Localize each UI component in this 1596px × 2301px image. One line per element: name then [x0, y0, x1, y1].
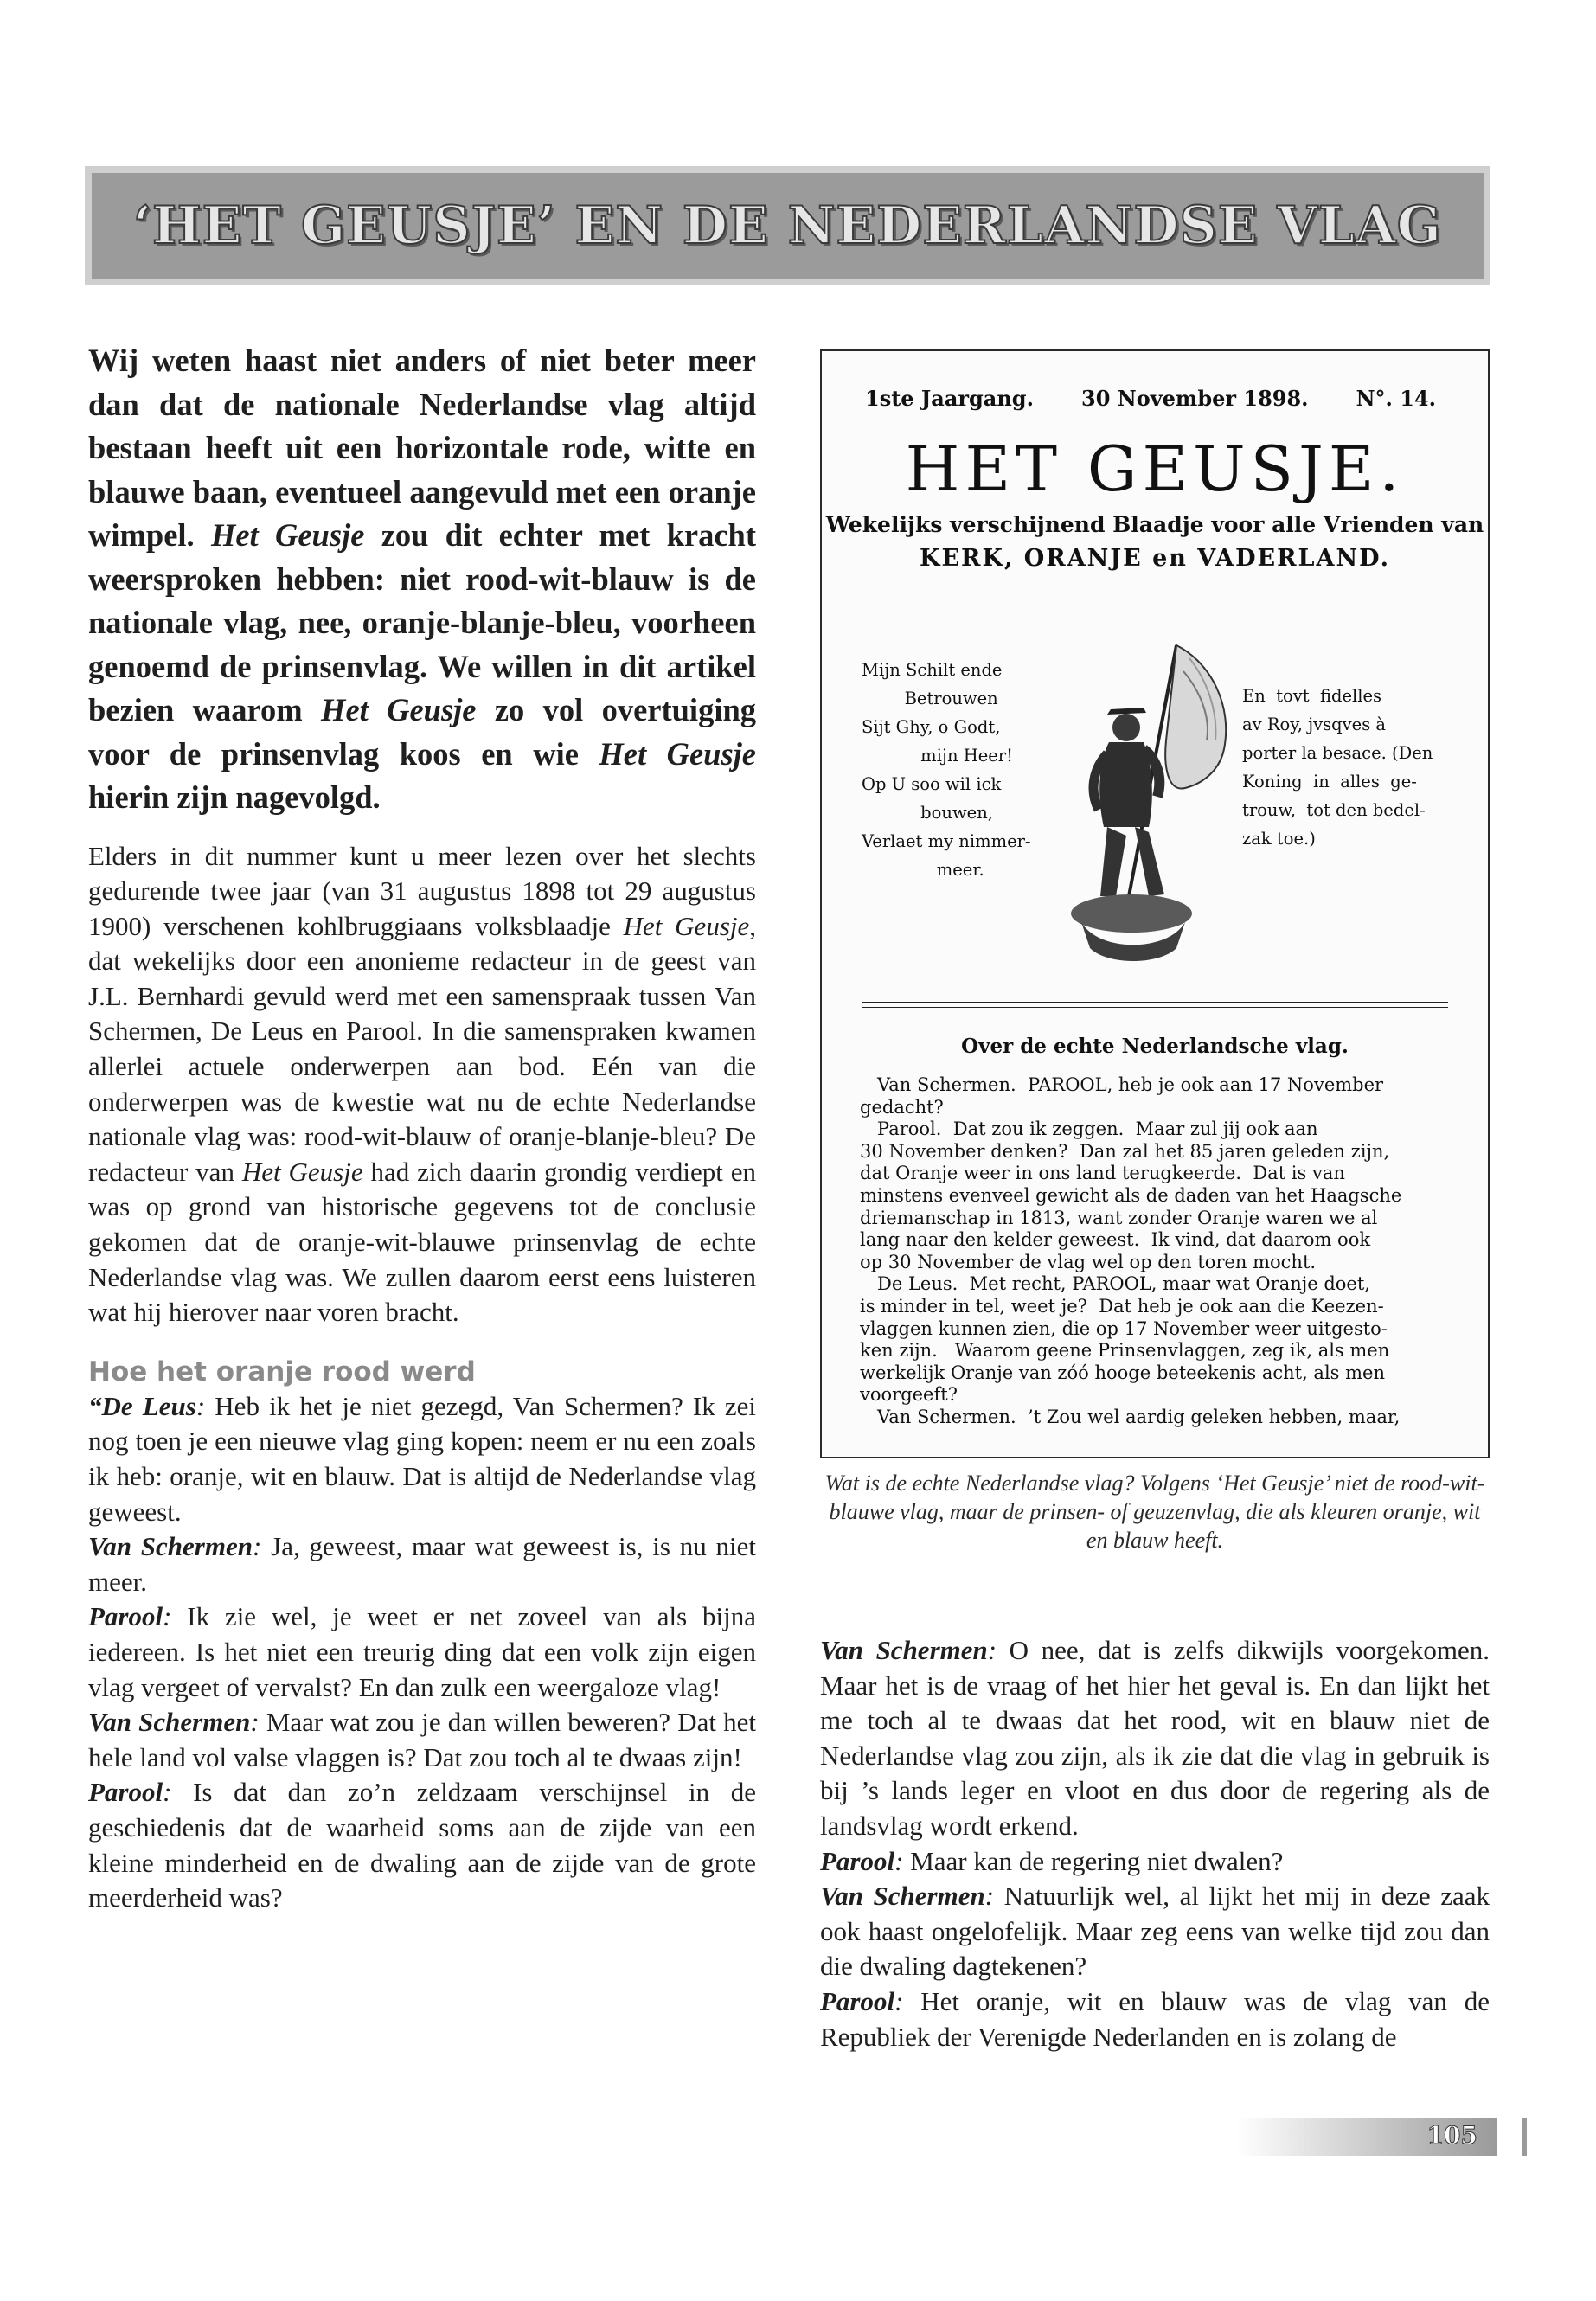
intro-paragraph: Wij weten haast niet anders of niet beter meer dan dat de nationale Nederlandse vlag altijd bestaan heeft uit een horizontale rode, witte en blauwe baan, eventueel aangevuld met een oranje wimpel. Het Geusje zou dit echter met kracht weersproken hebben: niet rood-wit-blauw is de nationale vlag, nee, oranje-blanje-bleu, voorheen genoemd de prinsenvlag. We willen in dit artikel bezien waarom Het Geusje zo vol overtuiging voor de prinsenvlag koos en wie Het Geusje hierin zijn nagevolgd. [88, 343, 757, 815]
dialog-line: Parool: Maar kan de regering niet dwalen? [820, 1845, 1284, 1876]
body-paragraph: Elders in dit nummer kunt u meer lezen over het slechts gedurende twee jaar (van 31 augustus 1898 tot 29 augustus 1900) verschenen kohlbruggiaans volksblaadje Het Geusje, dat wekelijks door een anonieme redacteur in de geest van J.L. Bernhardi gevuld werd met een samenspraak tussen Van Schermen, De Leus en Parool. In die samenspraken kwamen allerlei actuele onderwerpen aan bod. Eén van die onderwerpen was de kwestie wat nu de echte Nederlandse nationale vlag was: rood-wit-blauw of oranje-blanje-bleu? De redacteur van Het Geusje had zich daarin grondig verdiept en was op grond van historische gegevens tot de conclusie gekomen dat de oranje-wit-blauwe prinsenvlag de echte Nederlandse vlag was. We zullen daarom eerst eens luisteren wat hij hierover naar voren bracht. [88, 840, 757, 1328]
page-number: 105 [1426, 2121, 1477, 2150]
dialog-line: “De Leus: Heb ik het je niet gezegd, Van Schermen? Ik zei nog toen je een nieuwe vlag ging kopen: neem er nu een zoals ik heb: oranje, wit en blauw. Dat is altijd de Nederlandse vlag geweest. [88, 1390, 756, 1527]
dialog-line: Parool: Ik zie wel, je weet er net zoveel van als bijna iedereen. Is het niet een treurig ding dat een volk zijn eigen vlag vergeet of vervalst? En dan zulk een weergaloze vlag! [88, 1601, 756, 1702]
page-title: ‘HET GEUSJE’ EN DE NEDERLANDSE VLAG [133, 195, 1442, 256]
right-column [820, 1633, 1490, 2054]
facsimile-motto: KERK, ORANJE en VADERLAND. [920, 545, 1390, 572]
facsimile-subtitle: Wekelijks verschijnend Blaadje voor alle Vrienden van [825, 512, 1484, 537]
dialog-line: Van Schermen: Maar wat zou je dan willen beweren? Dat het hele land vol valse vlaggen is? Dat zou toch al te dwaas zijn! [88, 1707, 756, 1772]
dialog-line: Parool: Is dat dan zo’n zeldzaam verschijnsel in de geschiedenis dat de waarheid soms aan de zijde van een kleine minderheid en de dwaling aan de zijde van de grote meerderheid was? [88, 1777, 757, 1913]
newspaper-facsimile [820, 349, 1490, 1458]
facsimile-rule [862, 1007, 1448, 1008]
page-number-bar [1237, 2118, 1497, 2156]
speaker-name: Van Schermen [88, 1707, 251, 1738]
facsimile-title: HET GEUSJE. [905, 433, 1405, 505]
speaker-name: Parool [88, 1777, 163, 1808]
intro-emphasis: Het Geusje [210, 517, 365, 553]
facsimile-article-text: Van Schermen. PAROOL, heb je ook aan 17 November gedacht? Parool. Dat zou ik zeggen. Maar zul jij ook aan 30 November denken? Dan zal het 85 jaren geleden zijn, dat Oranje weer in ons land terugkeerde. Dat is van minstens evenveel gewicht als de daden van het Haagsche driemanschap in 1813, want zonder Oranje waren we al lang naar den kelder geweest. Ik vind, dat daarom ook op 30 November de vlag wel op den toren mocht. De Leus. Met recht, PAROOL, maar wat Oranje doet, is minder in tel, weet je? Dat heb je ook aan die Keezen- vlaggen kunnen zien, die op 17 November weer uitgesto- ken zijn. Waarom geene Prinsenvlaggen, zeg ik, als men werkelijk Oranje van zóó hooge beteekenis acht, als men voorgeeft? Van Schermen. ’t Zou wel aardig geleken hebben, maar, [860, 1074, 1402, 1427]
figure-caption: Wat is de echte Nederlandse vlag? Volgens ‘Het Geusje’ niet de rood-wit-blauwe vlag, maar de prinsen- of geuzenvlag, die als kleuren oranje, wit en blauw heeft. [824, 1471, 1485, 1553]
dialog-line: Van Schermen: Ja, geweest, maar wat geweest is, is nu niet meer. [88, 1531, 756, 1597]
intro-emphasis: Het Geusje [321, 692, 477, 727]
section-heading: Hoe het oranje rood werd [88, 1356, 476, 1388]
intro-emphasis: Het Geusje [599, 735, 757, 772]
dialog-line: Parool: Het oranje, wit en blauw was de vlag van de Republiek der Verenigde Nederlanden en is zolang de [820, 1985, 1490, 2052]
speaker-name: Van Schermen [88, 1531, 253, 1562]
facsimile-volume: 1ste Jaargang. [865, 386, 1034, 411]
facsimile-verse-left: Mijn Schilt ende Betrouwen Sijt Ghy, o Godt, mijn Heer! Op U soo wil ick bouwen, Verlaet my nimmer- meer. [862, 660, 1031, 880]
speaker-name: Parool [820, 1845, 895, 1876]
dialog-left [88, 1389, 756, 1916]
speaker-name: Parool [820, 1985, 895, 2016]
facsimile-article-heading: Over de echte Nederlandsche vlag. [961, 1035, 1349, 1058]
facsimile-verse-right: En tovt fidelles av Roy, jvsqves à porter la besace. (Den Koning in alles ge- trouw, tot den bedel- zak toe.) [1242, 686, 1433, 849]
speaker-name: Parool [88, 1601, 163, 1632]
facsimile-rule [862, 1002, 1448, 1003]
title-banner [85, 166, 1490, 285]
speaker-name: Van Schermen [820, 1881, 985, 1912]
page-number-tick [1522, 2118, 1527, 2156]
title-banner-inner [92, 173, 1484, 279]
dialog-line: Van Schermen: Natuurlijk wel, al lijkt het mij in deze zaak ook haast ongelofelijk. Maar zeg eens van welke tijd zou dan die dwaling dagtekenen? [820, 1881, 1490, 1982]
soldier-with-flag-illustration [1047, 611, 1246, 991]
facsimile-date: 30 November 1898. [1081, 386, 1309, 411]
left-column [88, 339, 756, 1916]
body-emphasis: Het Geusje [241, 1156, 363, 1187]
dialog-line: Van Schermen: O nee, dat is zelfs dikwijls voorgekomen. Maar het is de vraag of het hier het geval is. En dan lijkt het me toch al te dwaas dat het rood, wit en blauw niet de Nederlandse vlag zou zijn, als ik zie dat die vlag in gebruik is bij ’s lands leger en vloot en dus door de regering als de landsvlag wordt erkend. [820, 1635, 1490, 1841]
speaker-name: “De Leus [88, 1390, 196, 1421]
facsimile-masthead-line [865, 386, 1436, 411]
body-emphasis: Het Geusje [623, 910, 750, 941]
facsimile-number: N°. 14. [1356, 386, 1436, 411]
speaker-name: Van Schermen [820, 1635, 988, 1665]
